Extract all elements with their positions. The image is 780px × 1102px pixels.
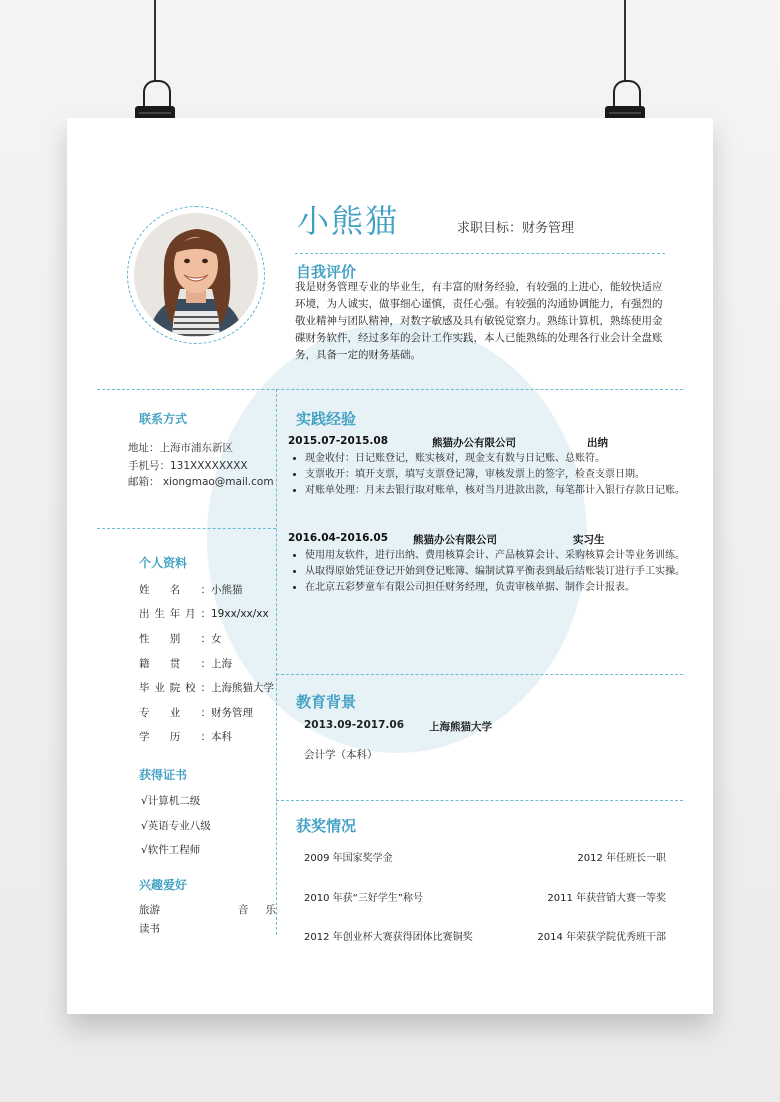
info-row-school: 毕业院校：上海熊猫大学 bbox=[139, 682, 274, 694]
job-role: 出纳 bbox=[587, 437, 608, 449]
divider-left-1 bbox=[97, 528, 276, 529]
award-item: 2010 年获“三好学生”称号 bbox=[304, 893, 423, 904]
info-row-gender: 性别：女 bbox=[139, 633, 222, 645]
list-item: • 从取得原始凭证登记开始到登记账簿、编制试算平衡表到最后结账装订进行手工实操。 bbox=[305, 564, 687, 580]
hobby-item: 音乐 bbox=[238, 904, 293, 916]
award-item: 2009 年国家奖学金 bbox=[304, 853, 393, 864]
info-row-name: 姓名：小熊猫 bbox=[139, 584, 243, 596]
info-row-birth: 出生年月：19xx/xx/xx bbox=[139, 608, 269, 620]
profile-photo bbox=[134, 213, 258, 337]
list-item: • 在北京五彩梦童车有限公司担任财务经理，负责审核单据、制作会计报表。 bbox=[305, 580, 687, 596]
hobby-item: 旅游 bbox=[139, 904, 160, 916]
divider-vertical bbox=[276, 389, 277, 935]
self-eval-title: 自我评价 bbox=[296, 263, 357, 281]
cert-item: √英语专业八级 bbox=[141, 820, 211, 832]
divider-header bbox=[295, 253, 665, 254]
education-period: 2013.09-2017.06 bbox=[304, 719, 405, 731]
job-period: 2016.04-2016.05 bbox=[288, 532, 389, 544]
cert-item: √软件工程师 bbox=[141, 844, 201, 856]
hanging-wire-right bbox=[624, 0, 626, 82]
award-item: 2012 年任班长一职 bbox=[577, 853, 666, 864]
awards-title: 获奖情况 bbox=[296, 817, 357, 835]
job-duties bbox=[285, 548, 687, 596]
experience-title: 实践经验 bbox=[296, 410, 357, 428]
hanging-wire-left bbox=[154, 0, 156, 82]
job-role: 实习生 bbox=[573, 534, 605, 546]
award-item: 2011 年获营销大赛一等奖 bbox=[547, 893, 666, 904]
education-title: 教育背景 bbox=[296, 693, 357, 711]
candidate-name: 小熊猫 bbox=[297, 202, 400, 240]
divider-right-2 bbox=[276, 800, 683, 801]
cert-item: √计算机二级 bbox=[141, 795, 201, 807]
education-major: 会计学（本科） bbox=[304, 749, 378, 761]
award-item: 2012 年创业杯大赛获得团体比赛铜奖 bbox=[304, 932, 473, 943]
certs-title: 获得证书 bbox=[139, 768, 188, 782]
job-duties bbox=[285, 451, 687, 499]
list-item: • 支票收开：填开支票，填写支票登记簿，审核发票上的签字，检查支票日期。 bbox=[305, 467, 687, 483]
hobbies-title: 兴趣爱好 bbox=[139, 878, 188, 892]
divider-main bbox=[97, 389, 683, 390]
education-school: 上海熊猫大学 bbox=[429, 721, 492, 733]
job-company: 熊猫办公有限公司 bbox=[413, 534, 497, 546]
divider-right-1 bbox=[276, 674, 683, 675]
contact-address: 地址：上海市浦东新区 bbox=[128, 442, 233, 454]
self-eval-text: 我是财务管理专业的毕业生，有丰富的财务经验，有较强的上进心，能较快适应环境，为人诚实，做事细心谨慎，责任心强。有较强的沟通协调能力，有强烈的敬业精神与团队精神，对数字敏感及具有敏锐觉察力。熟练计算机，熟练使用金碟财务软件，经过多年的会计工作实践，本人已能熟练的处理各行业会计全盘账务，具备一定的财务基础。 bbox=[295, 281, 663, 361]
job-period: 2015.07-2015.08 bbox=[288, 435, 389, 447]
list-item: • 使用用友软件，进行出纳、费用核算会计、产品核算会计、采购核算会计等业务训练。 bbox=[305, 548, 687, 564]
contact-phone: 手机号：131XXXXXXXX bbox=[128, 460, 248, 472]
info-row-major: 专业：财务管理 bbox=[139, 707, 253, 719]
info-row-degree: 学历：本科 bbox=[139, 731, 232, 743]
info-row-hometown: 籍贯：上海 bbox=[139, 658, 232, 670]
list-item: • 现金收付：日记账登记，账实核对，现金支有数与日记账、总账符。 bbox=[305, 451, 687, 467]
hobby-item: 读书 bbox=[139, 923, 160, 935]
job-company: 熊猫办公有限公司 bbox=[432, 437, 516, 449]
award-item: 2014 年荣获学院优秀班干部 bbox=[537, 932, 666, 943]
contact-title: 联系方式 bbox=[139, 412, 188, 426]
personal-title: 个人资料 bbox=[139, 556, 188, 570]
job-goal: 求职目标：财务管理 bbox=[457, 221, 575, 236]
list-item: • 对账单处理：月末去银行取对账单，核对当月进款出款，每笔都计入银行存款日记账。 bbox=[305, 483, 687, 499]
resume-paper bbox=[67, 118, 713, 1014]
contact-email: 邮箱： xiongmao@mail.com bbox=[128, 476, 274, 488]
photo-frame bbox=[127, 206, 265, 344]
